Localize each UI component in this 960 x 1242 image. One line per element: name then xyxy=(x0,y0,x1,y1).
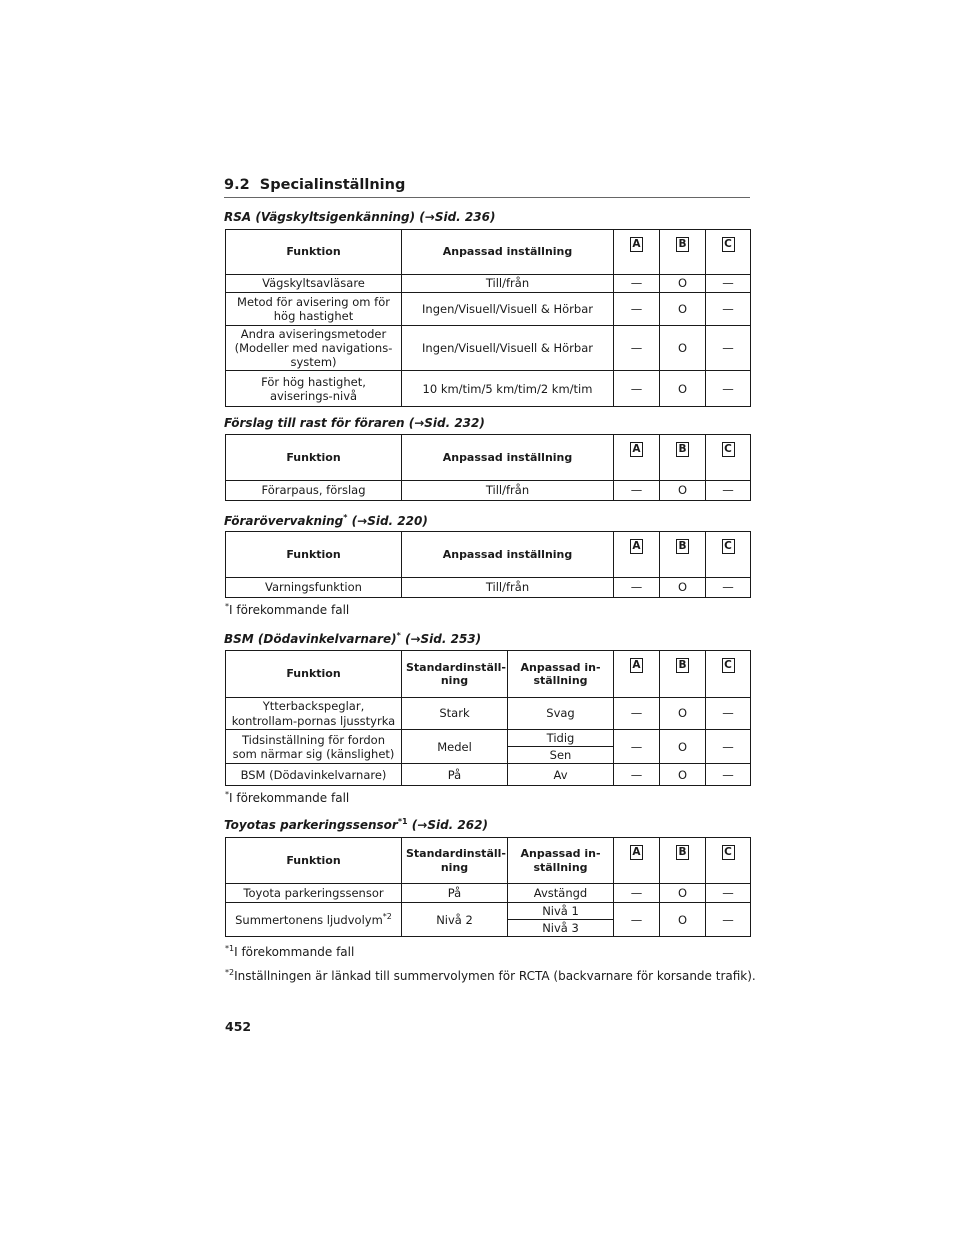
box-b-icon: B xyxy=(676,845,689,860)
footnote-2: $^{*2}$Inställningen är länkad till summervolymen för RCTA (backvarnare för korsande trafik). xyxy=(225,968,756,983)
box-b-icon: B xyxy=(676,442,689,457)
parking-table: Funktion Standardinställ-ning Anpassad in-ställning A B C Toyota parkeringssensor På Avstängd — O — Summertonens ljudvolym$^{*2}$ Nivå 2 Nivå 1 — O — Nivå 3 xyxy=(225,837,751,937)
header-function: Funktion xyxy=(226,838,402,884)
header-function: Funktion xyxy=(226,651,402,698)
table-row: Metod för avisering om för hög hastighet Ingen/Visuell/Visuell & Hörbar — O — xyxy=(226,293,751,326)
table-row: BSM (Dödavinkelvarnare) På Av — O — xyxy=(226,764,751,786)
footnote: *I förekommande fall xyxy=(225,602,350,617)
footnote-1: $^{*1}$I förekommande fall xyxy=(225,944,355,959)
box-a-icon: A xyxy=(630,539,643,554)
box-a-icon: A xyxy=(630,237,643,252)
header-default-setting: Standardinställ-ning xyxy=(402,838,508,884)
rsa-table xyxy=(225,229,751,407)
footnote: *I förekommande fall xyxy=(225,790,350,805)
table-row: Andra aviseringsmetoder (Modeller med navigations-system) Ingen/Visuell/Visuell & Hörbar — O — xyxy=(226,326,751,371)
parking-heading: Toyotas parkeringssensor$^{*1}$ (→Sid. 262) xyxy=(224,817,488,832)
box-a-icon: A xyxy=(630,442,643,457)
table-row: För hög hastighet, aviserings-nivå 10 km/tim/5 km/tim/2 km/tim — O — xyxy=(226,371,751,407)
box-c-icon: C xyxy=(722,442,735,457)
header-custom-setting: Anpassad inställning xyxy=(402,230,614,275)
table-row: Toyota parkeringssensor På Avstängd — O — xyxy=(226,884,751,903)
box-c-icon: C xyxy=(722,845,735,860)
header-custom-setting: Anpassad inställning xyxy=(402,532,614,578)
rest-heading: Förslag till rast för föraren (→Sid. 232) xyxy=(224,416,485,430)
rest-table xyxy=(225,434,751,501)
section-number: 9.2 xyxy=(224,177,250,193)
box-b-icon: B xyxy=(676,658,689,673)
box-c-icon: C xyxy=(722,539,735,554)
box-c-icon: C xyxy=(722,237,735,252)
box-c-icon: C xyxy=(722,658,735,673)
section-heading xyxy=(224,177,750,198)
table-row: Vägskyltsavläsare Till/från — O — xyxy=(226,275,751,293)
page-number: 452 xyxy=(225,1019,252,1034)
box-a-icon: A xyxy=(630,845,643,860)
bsm-table: Funktion Standardinställ-ning Anpassad in-ställning A B C Ytterbackspeglar, kontrollam-pornas ljusstyrka Stark Svag — O — Tidsinställning för fordon som närmar sig (känslighet) Medel Tidig — O — Sen BSM (Dödavinkelvarnare) På Av — O — xyxy=(225,650,751,786)
monitor-heading: Förarövervakning* (→Sid. 220) xyxy=(224,513,428,528)
table-row: Varningsfunktion Till/från — O — xyxy=(226,578,751,598)
header-custom-setting: Anpassad inställning xyxy=(402,435,614,481)
section-title: Specialinställning xyxy=(259,177,406,193)
box-b-icon: B xyxy=(676,237,689,252)
table-row: Tidsinställning för fordon som närmar sig (känslighet) Medel Tidig — O — xyxy=(226,730,751,747)
header-custom-setting: Anpassad in-ställning xyxy=(508,651,614,698)
header-function: Funktion xyxy=(226,435,402,481)
box-a-icon: A xyxy=(630,658,643,673)
bsm-heading: BSM (Dödavinkelvarnare)* (→Sid. 253) xyxy=(224,631,482,646)
rsa-heading: RSA (Vägskyltsigenkänning) (→Sid. 236) xyxy=(224,210,496,224)
table-row: Summertonens ljudvolym$^{*2}$ Nivå 2 Nivå 1 — O — xyxy=(226,903,751,920)
table-row: Ytterbackspeglar, kontrollam-pornas ljusstyrka Stark Svag — O — xyxy=(226,698,751,730)
header-function: Funktion xyxy=(226,230,402,275)
table-row: Förarpaus, förslag Till/från — O — xyxy=(226,481,751,501)
header-function: Funktion xyxy=(226,532,402,578)
header-default-setting: Standardinställ-ning xyxy=(402,651,508,698)
monitor-table xyxy=(225,531,751,598)
header-custom-setting: Anpassad in-ställning xyxy=(508,838,614,884)
box-b-icon: B xyxy=(676,539,689,554)
